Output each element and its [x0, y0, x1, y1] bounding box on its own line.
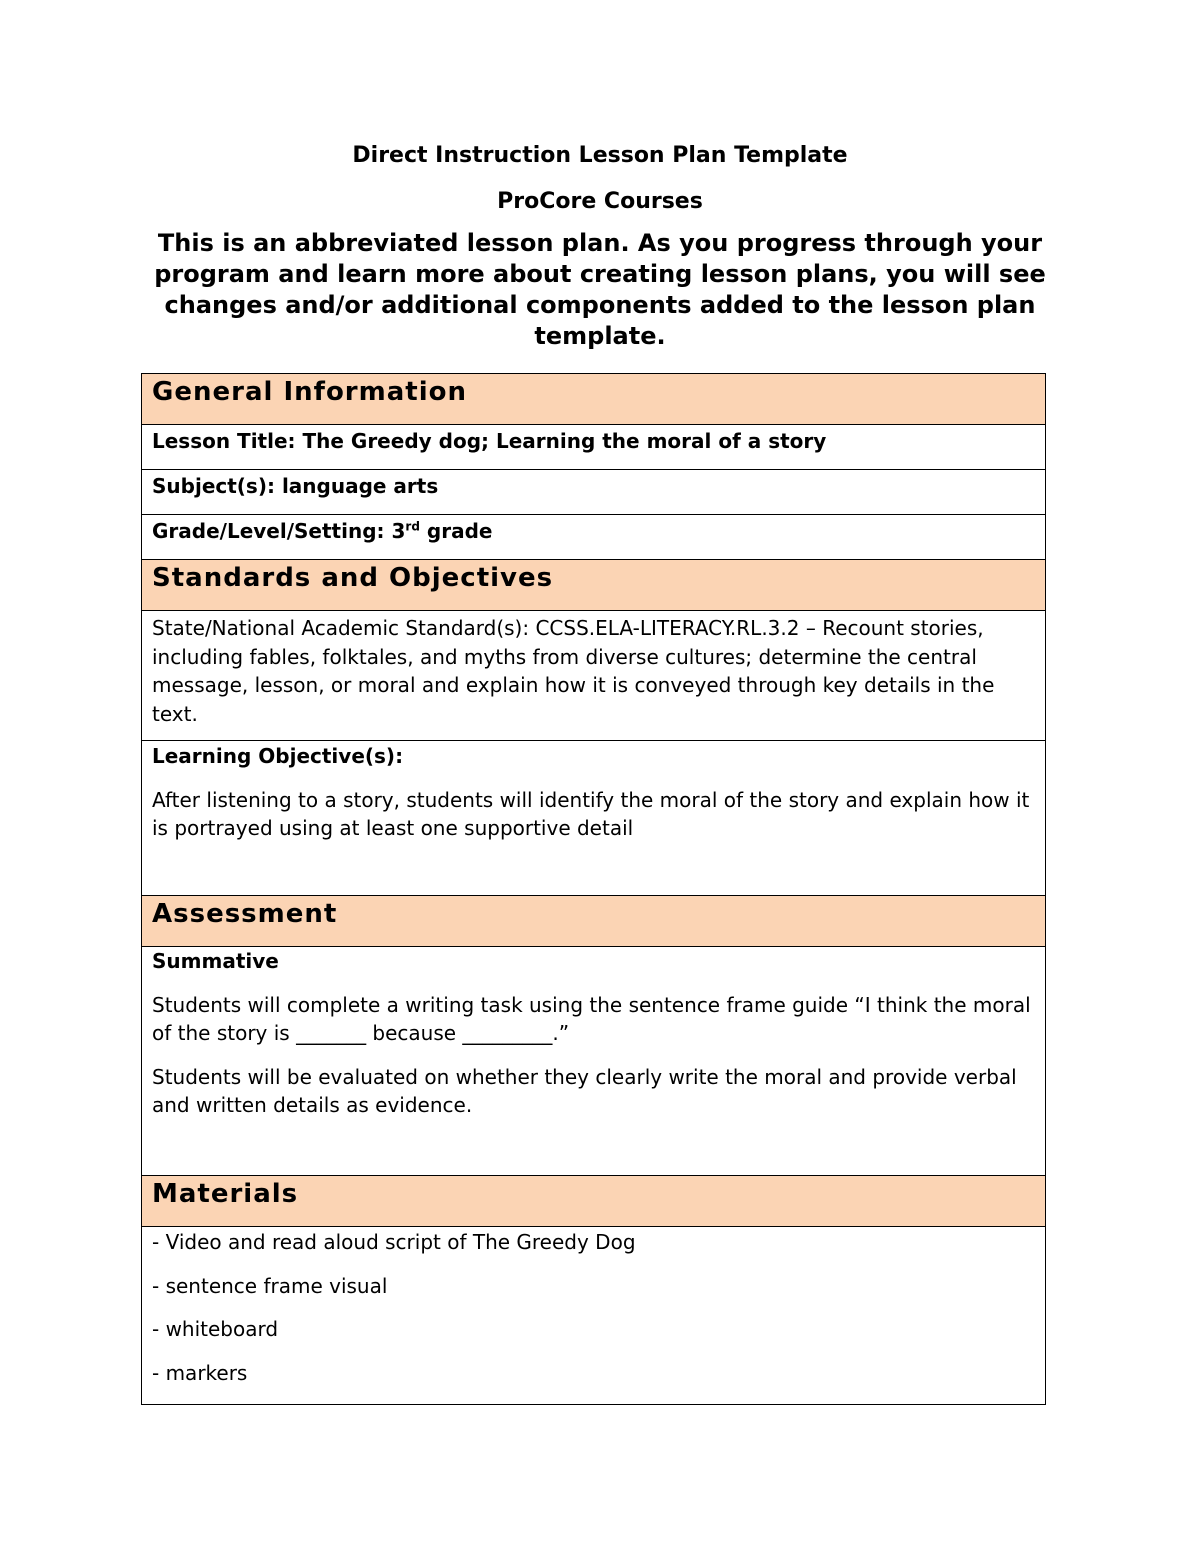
section-heading: Standards and Objectives — [142, 560, 1046, 611]
list-item: - Video and read aloud script of The Greedy Dog — [152, 1230, 636, 1254]
section-header-assessment — [142, 896, 1046, 947]
document-title: Direct Instruction Lesson Plan Template — [352, 143, 848, 168]
section-heading: Assessment — [142, 896, 1046, 947]
grade-ordinal: rd — [405, 519, 420, 534]
document-subtitle: ProCore Courses — [497, 189, 703, 214]
table-row — [142, 470, 1046, 515]
document-header — [140, 140, 1060, 352]
lesson-title-cell: Lesson Title: The Greedy dog; Learning the moral of a story — [142, 425, 1046, 470]
summative-label: Summative — [152, 949, 279, 973]
evaluation-text: Students will be evaluated on whether they clearly write the moral and provide verbal and written details as evidence. — [152, 1064, 1017, 1117]
grade-prefix: Grade/Level/Setting: 3 — [152, 519, 406, 543]
table-row — [142, 947, 1046, 1176]
lesson-plan-table — [141, 373, 1046, 1405]
assessment-cell — [142, 947, 1046, 1176]
objective-cell — [142, 741, 1046, 896]
document-intro: This is an abbreviated lesson plan. As you progress through your program and learn more about creating lesson plans, you will see changes and/or additional components added to the lesson plan template. — [154, 229, 1046, 350]
standard-cell — [142, 611, 1046, 741]
section-header-general — [142, 374, 1046, 425]
section-heading: Materials — [142, 1176, 1046, 1227]
grade-level-cell — [142, 515, 1046, 560]
table-row — [142, 1227, 1046, 1405]
subjects-cell: Subject(s): language arts — [142, 470, 1046, 515]
table-row — [142, 515, 1046, 560]
table-row — [142, 425, 1046, 470]
materials-cell — [142, 1227, 1046, 1405]
grade-suffix: grade — [419, 519, 493, 543]
section-heading: General Information — [142, 374, 1046, 425]
list-item: - markers — [152, 1360, 248, 1385]
section-header-materials — [142, 1176, 1046, 1227]
table-row — [142, 611, 1046, 741]
section-header-standards — [142, 560, 1046, 611]
list-item: - whiteboard — [152, 1317, 279, 1341]
objective-label: Learning Objective(s): — [152, 744, 404, 768]
writing-task-text: Students will complete a writing task using the sentence frame guide “I think the moral of the story is _______ because _________.” — [152, 992, 1031, 1045]
list-item: - sentence frame visual — [152, 1273, 388, 1298]
standard-text: State/National Academic Standard(s): CCSS.ELA-LITERACY.RL.3.2 – Recount stories, including fables, folktales, and myths from diverse cultures; determine the central message, lesson, or moral and explain how it is conveyed through key details in the text. — [152, 616, 995, 726]
table-row — [142, 741, 1046, 896]
objective-text: After listening to a story, students will identify the moral of the story and explain how it is portrayed using at least one supportive detail — [152, 787, 1030, 840]
